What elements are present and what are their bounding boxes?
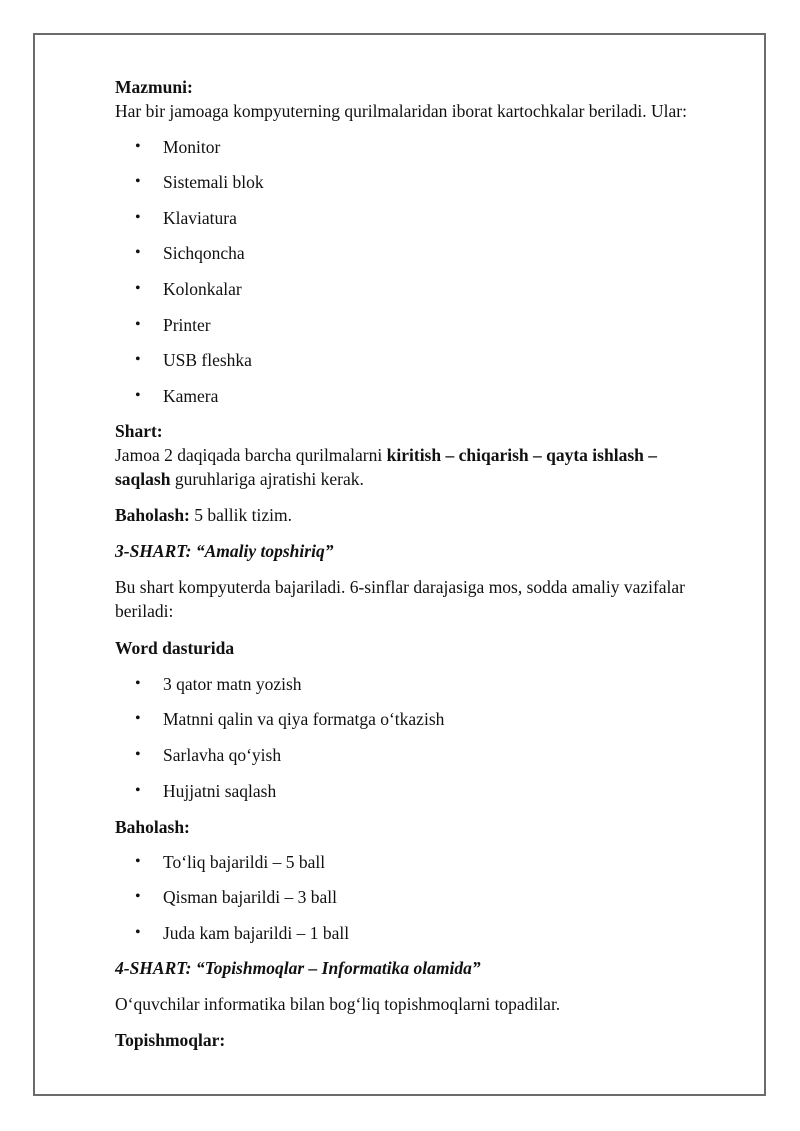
topishmoqlar-label: Topishmoqlar: (115, 1029, 226, 1050)
bullet-icon: • (135, 852, 141, 870)
bullet-icon: • (135, 137, 141, 155)
baholash-text: 5 ballik tizim. (189, 504, 292, 525)
document-content (115, 75, 735, 1052)
shart-label: Shart: (115, 420, 163, 441)
list-item (115, 743, 735, 767)
bullet-icon: • (135, 386, 141, 404)
shart-text-before: Jamoa 2 daqiqada barcha qurilmalarni (115, 444, 387, 465)
list-item-text: Kolonkalar (163, 278, 242, 299)
list-item-text: Sistemali blok (163, 172, 264, 193)
bullet-icon: • (135, 208, 141, 226)
bullet-icon: • (135, 173, 141, 191)
shart3-heading: 3-SHART: “Amaliy topshiriq” (115, 540, 334, 561)
bullet-icon: • (135, 351, 141, 369)
list-item (115, 206, 735, 230)
list-item-text: 3 qator matn yozish (163, 673, 302, 694)
list-item-text: USB fleshka (163, 350, 252, 371)
list-item-text: Matnni qalin va qiya formatga o‘tkazish (163, 709, 445, 730)
word-task-list (115, 672, 735, 803)
list-item-text: Sichqoncha (163, 243, 245, 264)
bullet-icon: • (135, 923, 141, 941)
list-item-text: Juda kam bajarildi – 1 ball (163, 922, 350, 943)
bullet-icon: • (135, 279, 141, 297)
bullet-icon: • (135, 674, 141, 692)
list-item-text: Klaviatura (163, 207, 237, 228)
list-item (115, 277, 735, 301)
list-item (115, 241, 735, 265)
list-item (115, 348, 735, 372)
bullet-icon: • (135, 745, 141, 763)
list-item-text: Monitor (163, 136, 221, 157)
shart4-text: O‘quvchilar informatika bilan bog‘liq topishmoqlarni topadilar. (115, 993, 561, 1014)
list-item-text: Printer (163, 314, 211, 335)
list-item (115, 921, 735, 945)
list-item (115, 885, 735, 909)
mazmuni-label: Mazmuni: (115, 77, 193, 97)
list-item (115, 313, 735, 337)
list-item (115, 170, 735, 194)
mazmuni-text: Har bir jamoaga kompyuterning qurilmalaridan iborat kartochkalar beriladi. Ular: (115, 101, 687, 121)
baholash-label: Baholash: (115, 504, 190, 525)
list-item-text: Kamera (163, 385, 219, 406)
word-label: Word dasturida (115, 637, 235, 658)
baholash-label-2: Baholash: (115, 816, 190, 837)
list-item (115, 384, 735, 408)
list-item (115, 707, 735, 731)
list-item (115, 135, 735, 159)
bullet-icon: • (135, 710, 141, 728)
shart-bold-groups: kiritish – chiqarish – qayta ishlash – (386, 444, 657, 465)
bullet-icon: • (135, 315, 141, 333)
list-item (115, 850, 735, 874)
shart-text-after: guruhlariga ajratishi kerak. (170, 468, 364, 489)
shart-bold-saqlash: saqlash (115, 468, 171, 489)
grading-list (115, 850, 735, 945)
bullet-icon: • (135, 781, 141, 799)
list-item-text: Hujjatni saqlash (163, 780, 277, 801)
bullet-icon: • (135, 888, 141, 906)
list-item-text: Qisman bajarildi – 3 ball (163, 887, 337, 908)
list-item-text: Sarlavha qo‘yish (163, 744, 282, 765)
list-item (115, 672, 735, 696)
bullet-icon: • (135, 244, 141, 262)
shart3-text: Bu shart kompyuterda bajariladi. 6-sinflar darajasiga mos, sodda amaliy vazifalar beriladi: (115, 576, 686, 621)
list-item (115, 779, 735, 803)
list-item-text: To‘liq bajarildi – 5 ball (163, 851, 326, 872)
baholash-line (115, 503, 735, 527)
shart4-heading: 4-SHART: “Topishmoqlar – Informatika olamida” (115, 957, 481, 978)
shart-text (115, 443, 735, 491)
device-list (115, 135, 735, 408)
